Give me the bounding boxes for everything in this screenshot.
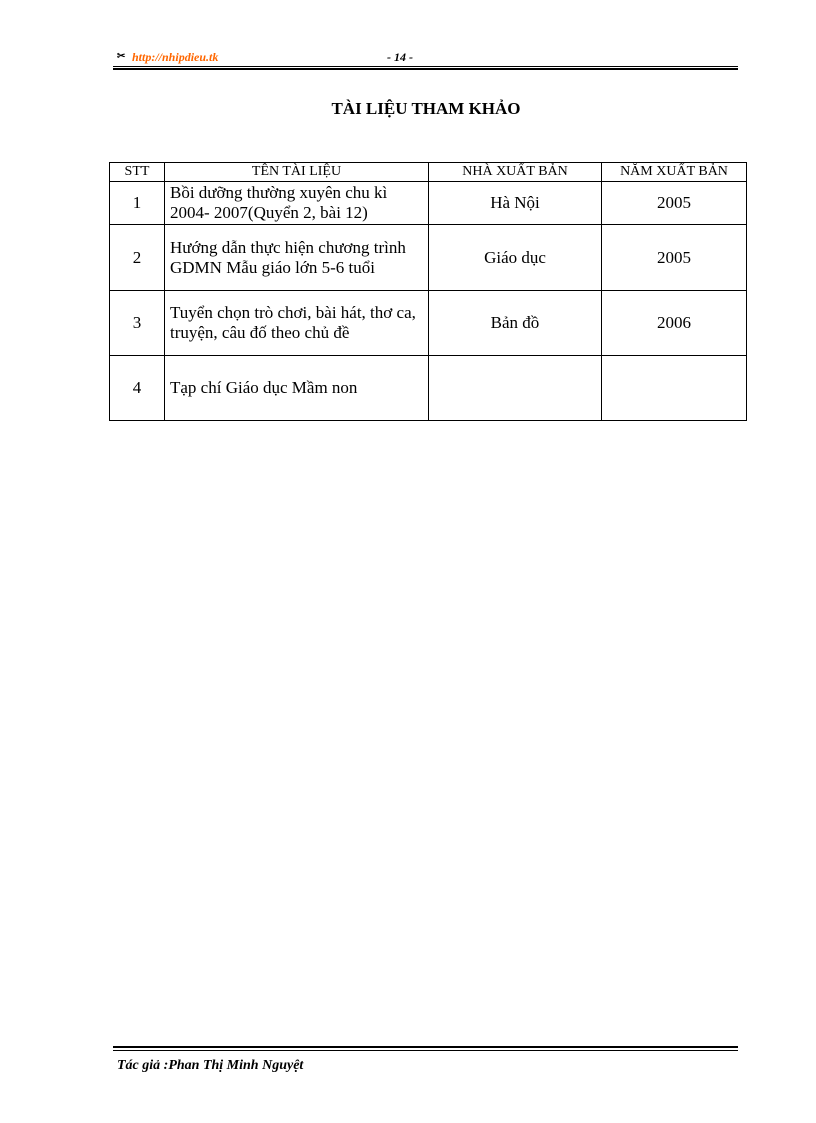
cell-name: Tuyển chọn trò chơi, bài hát, thơ ca, truyện, câu đố theo chủ đề bbox=[165, 291, 429, 356]
cell-stt: 3 bbox=[110, 291, 165, 356]
header-rule-thin bbox=[113, 66, 738, 67]
references-table bbox=[109, 162, 747, 421]
cell-stt: 4 bbox=[110, 356, 165, 421]
cell-publisher: Giáo dục bbox=[429, 225, 602, 291]
table-row bbox=[110, 356, 747, 421]
cell-name: Tạp chí Giáo dục Mầm non bbox=[165, 356, 429, 421]
cell-publisher: Bản đồ bbox=[429, 291, 602, 356]
table-row bbox=[110, 291, 747, 356]
table-header-row bbox=[110, 163, 747, 182]
cell-publisher bbox=[429, 356, 602, 421]
cell-year: 2005 bbox=[602, 225, 747, 291]
header-link[interactable]: http://nhipdieu.tk bbox=[132, 50, 219, 64]
header-rule-thick bbox=[113, 68, 738, 70]
cell-year: 2006 bbox=[602, 291, 747, 356]
col-year: NĂM XUẤT BẢN bbox=[602, 163, 747, 182]
page-header bbox=[117, 50, 742, 66]
footer-rule-thick bbox=[113, 1046, 738, 1048]
footer-rule-thin bbox=[113, 1050, 738, 1051]
table-row bbox=[110, 182, 747, 225]
page-title: TÀI LIỆU THAM KHẢO bbox=[331, 99, 521, 118]
scissors-icon: ✂ bbox=[117, 51, 126, 62]
cell-stt: 1 bbox=[110, 182, 165, 225]
col-stt: STT bbox=[110, 163, 165, 182]
col-publisher: NHÀ XUẤT BẢN bbox=[429, 163, 602, 182]
cell-publisher: Hà Nội bbox=[429, 182, 602, 225]
cell-stt: 2 bbox=[110, 225, 165, 291]
page-number: - 14 - bbox=[387, 50, 413, 64]
col-name: TÊN TÀI LIỆU bbox=[165, 163, 429, 182]
cell-name: Bồi dưỡng thường xuyên chu kì 2004- 2007(Quyển 2, bài 12) bbox=[165, 182, 429, 225]
cell-name: Hướng dẫn thực hiện chương trình GDMN Mẫu giáo lớn 5-6 tuổi bbox=[165, 225, 429, 291]
table-row bbox=[110, 225, 747, 291]
cell-year: 2005 bbox=[602, 182, 747, 225]
footer-author: Tác giả :Phan Thị Minh Nguyệt bbox=[117, 1058, 304, 1073]
cell-year bbox=[602, 356, 747, 421]
